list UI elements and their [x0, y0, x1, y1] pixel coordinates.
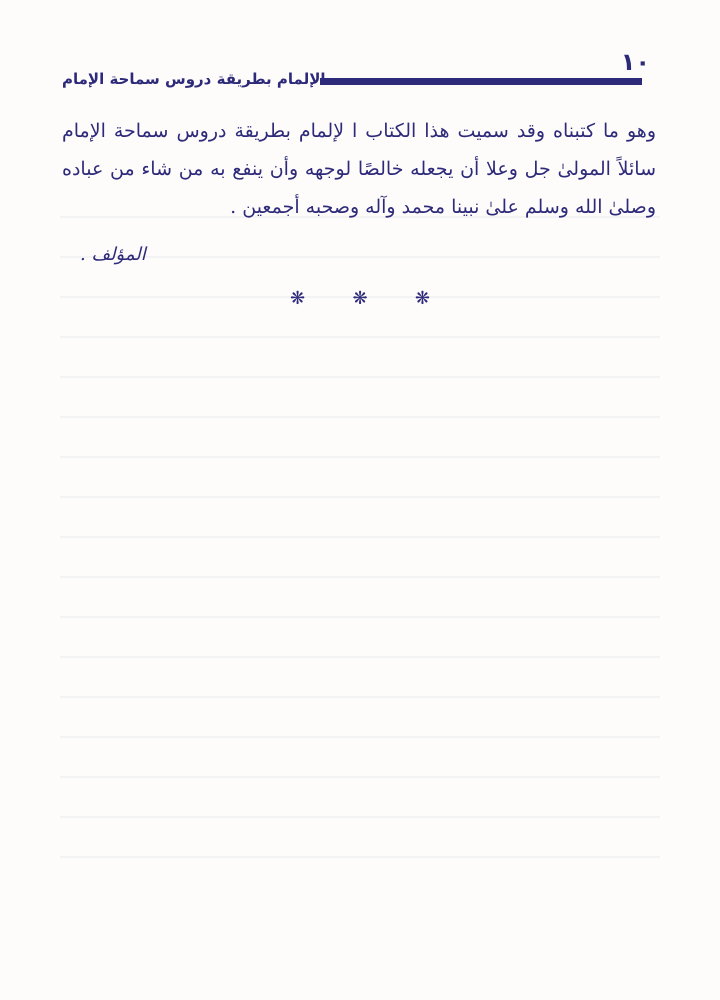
- header-rule: [320, 78, 642, 85]
- body-paragraph: وهو ما كتبناه وقد سميت هذا الكتاب ا لإلمام بطريقة دروس سماحة الإمام سائلاً المولىٰ جل وعلا أن يجعله خالصًا لوجهه وأن ينفع به من شاء من عباده وصلىٰ الله وسلم علىٰ نبينا محمد وآله وصحبه أجمعين .: [62, 120, 656, 218]
- section-divider-ornaments: [290, 288, 430, 309]
- page-number: ١٠: [620, 48, 650, 76]
- asterism-icon: ❋: [290, 288, 306, 309]
- body-text: [62, 112, 656, 226]
- running-title: الإلمام بطريقة دروس سماحة الإمام: [62, 70, 326, 88]
- asterism-icon: ❋: [414, 288, 430, 309]
- page-header: [62, 48, 658, 98]
- author-signature: المؤلف .: [80, 244, 146, 265]
- asterism-icon: ❋: [352, 288, 368, 309]
